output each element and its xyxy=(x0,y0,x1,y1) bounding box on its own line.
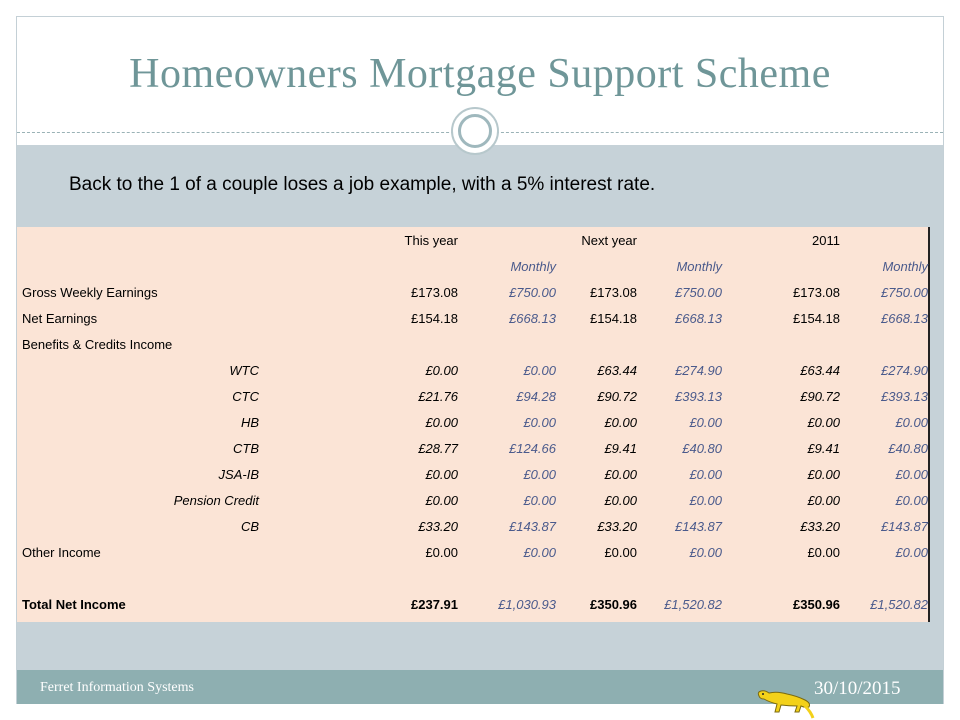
table-cell: £0.00 xyxy=(689,414,722,430)
column-subheader xyxy=(17,253,265,279)
footer-date: 30/10/2015 xyxy=(814,678,901,699)
income-table xyxy=(17,227,930,622)
row-label: Benefits & Credits Income xyxy=(22,336,173,352)
table-cell: £0.00 xyxy=(604,492,637,508)
row-label: CTB xyxy=(233,440,259,456)
table-cell: £0.00 xyxy=(689,466,722,482)
table-cell: £28.77 xyxy=(418,440,458,456)
table-cell: £21.76 xyxy=(418,388,458,404)
table-cell: £0.00 xyxy=(523,362,556,378)
table-cell: £0.00 xyxy=(895,492,928,508)
income-table-grid xyxy=(17,227,928,617)
table-cell: £0.00 xyxy=(807,492,840,508)
table-cell: £63.44 xyxy=(597,362,637,378)
table-row xyxy=(17,305,928,331)
table-cell: £40.80 xyxy=(888,440,928,456)
slide-subtitle: Back to the 1 of a couple loses a job example, with a 5% interest rate. xyxy=(69,174,656,195)
table-cell: £154.18 xyxy=(793,310,840,326)
table-row xyxy=(17,539,928,565)
table-cell: £143.87 xyxy=(509,518,556,534)
table-cell: £94.28 xyxy=(516,388,556,404)
table-cell: £393.13 xyxy=(675,388,722,404)
table-cell xyxy=(556,331,637,357)
table-cell: £0.00 xyxy=(689,492,722,508)
table-row xyxy=(17,461,928,487)
table-cell: £0.00 xyxy=(807,544,840,560)
table-row xyxy=(17,565,928,591)
table-cell xyxy=(722,331,840,357)
table-cell: £0.00 xyxy=(604,544,637,560)
table-cell: £0.00 xyxy=(523,544,556,560)
table-cell: £350.96 xyxy=(590,596,637,612)
table-cell: £0.00 xyxy=(895,544,928,560)
column-header: This year xyxy=(404,232,458,248)
column-subheader: Monthly xyxy=(882,258,928,274)
table-cell: £0.00 xyxy=(895,466,928,482)
table-cell: £1,520.82 xyxy=(870,596,928,612)
column-header: Next year xyxy=(581,232,637,248)
column-subheader xyxy=(556,253,637,279)
table-cell: £1,520.82 xyxy=(664,596,722,612)
table-cell: £9.41 xyxy=(807,440,840,456)
table-cell: £668.13 xyxy=(509,310,556,326)
row-label: Pension Credit xyxy=(173,492,259,508)
row-label: JSA-IB xyxy=(218,466,259,482)
column-header xyxy=(637,227,722,253)
table-cell: £143.87 xyxy=(881,518,928,534)
table-cell: £90.72 xyxy=(800,388,840,404)
table-cell: £173.08 xyxy=(590,284,637,300)
table-row xyxy=(17,383,928,409)
row-label: Net Earnings xyxy=(22,310,98,326)
table-cell: £0.00 xyxy=(807,414,840,430)
table-cell xyxy=(458,331,556,357)
table-cell: £173.08 xyxy=(411,284,458,300)
column-subheader: Monthly xyxy=(676,258,722,274)
row-label: HB xyxy=(240,414,259,430)
table-cell: £0.00 xyxy=(523,492,556,508)
table-cell xyxy=(637,565,722,591)
table-cell: £9.41 xyxy=(604,440,637,456)
row-label: Other Income xyxy=(22,544,101,560)
slide-title: Homeowners Mortgage Support Scheme xyxy=(129,51,831,97)
table-cell: £274.90 xyxy=(881,362,928,378)
table-cell: £154.18 xyxy=(590,310,637,326)
table-cell xyxy=(840,565,928,591)
table-cell: £750.00 xyxy=(675,284,722,300)
table-cell: £0.00 xyxy=(425,414,458,430)
table-row xyxy=(17,357,928,383)
row-label: CTC xyxy=(232,388,259,404)
table-cell: £0.00 xyxy=(895,414,928,430)
table-cell: £237.91 xyxy=(411,596,458,612)
table-cell: £33.20 xyxy=(800,518,840,534)
table-cell xyxy=(458,565,556,591)
table-cell: £0.00 xyxy=(425,544,458,560)
table-cell: £0.00 xyxy=(425,492,458,508)
table-cell: £393.13 xyxy=(881,388,928,404)
table-cell: £0.00 xyxy=(689,544,722,560)
table-cell: £154.18 xyxy=(411,310,458,326)
table-cell: £0.00 xyxy=(425,466,458,482)
ring-ornament-icon xyxy=(451,107,499,155)
table-subheader-row xyxy=(17,253,928,279)
row-label: Total Net Income xyxy=(22,596,126,612)
table-cell xyxy=(840,331,928,357)
table-cell: £63.44 xyxy=(800,362,840,378)
row-label xyxy=(17,565,265,591)
table-header-row xyxy=(17,227,928,253)
column-header xyxy=(840,227,928,253)
table-cell: £124.66 xyxy=(509,440,556,456)
table-cell: £0.00 xyxy=(523,414,556,430)
row-label: CB xyxy=(240,518,259,534)
table-row xyxy=(17,435,928,461)
table-row xyxy=(17,331,928,357)
table-cell: £274.90 xyxy=(675,362,722,378)
table-cell: £0.00 xyxy=(807,466,840,482)
footer-company: Ferret Information Systems xyxy=(40,680,194,695)
table-cell: £668.13 xyxy=(881,310,928,326)
table-cell: £90.72 xyxy=(597,388,637,404)
column-header xyxy=(17,227,265,253)
table-row xyxy=(17,487,928,513)
table-cell: £0.00 xyxy=(604,414,637,430)
ferret-logo-icon xyxy=(755,682,815,720)
table-cell: £33.20 xyxy=(597,518,637,534)
table-cell: £173.08 xyxy=(793,284,840,300)
row-label: WTC xyxy=(229,362,259,378)
table-row xyxy=(17,409,928,435)
table-cell: £0.00 xyxy=(425,362,458,378)
table-row xyxy=(17,591,928,617)
table-cell xyxy=(265,565,458,591)
table-cell xyxy=(637,331,722,357)
table-cell: £750.00 xyxy=(881,284,928,300)
table-cell: £1,030.93 xyxy=(498,596,556,612)
column-subheader xyxy=(265,253,458,279)
row-label: Gross Weekly Earnings xyxy=(22,284,158,300)
table-cell: £40.80 xyxy=(682,440,722,456)
table-cell: £750.00 xyxy=(509,284,556,300)
table-cell: £0.00 xyxy=(604,466,637,482)
table-cell xyxy=(556,565,637,591)
table-cell: £33.20 xyxy=(418,518,458,534)
table-row xyxy=(17,513,928,539)
table-row xyxy=(17,279,928,305)
column-header xyxy=(458,227,556,253)
table-cell xyxy=(265,331,458,357)
column-header: 2011 xyxy=(812,232,840,248)
table-cell: £350.96 xyxy=(793,596,840,612)
table-cell: £0.00 xyxy=(523,466,556,482)
column-subheader: Monthly xyxy=(510,258,556,274)
column-subheader xyxy=(722,253,840,279)
table-cell: £143.87 xyxy=(675,518,722,534)
table-cell: £668.13 xyxy=(675,310,722,326)
table-cell xyxy=(722,565,840,591)
